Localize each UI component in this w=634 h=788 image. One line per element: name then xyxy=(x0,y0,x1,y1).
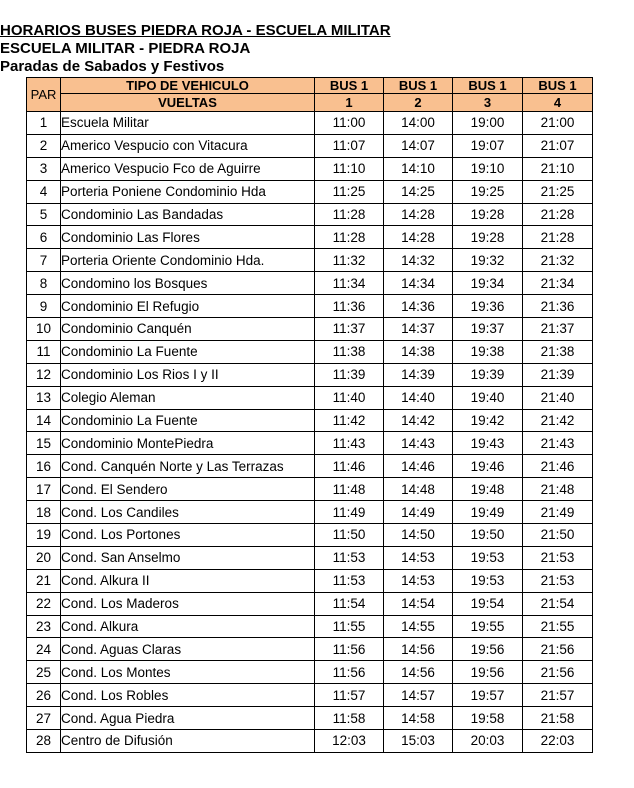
departure-time: 15:03 xyxy=(384,730,453,753)
departure-time: 19:32 xyxy=(453,249,523,272)
stop-name: Condominio La Fuente xyxy=(61,409,315,432)
departure-time: 19:42 xyxy=(453,409,523,432)
table-row xyxy=(27,524,593,547)
bus-header-3: BUS 1 xyxy=(453,78,523,94)
departure-time: 11:54 xyxy=(315,592,384,615)
stop-number: 28 xyxy=(27,730,61,753)
departure-time: 14:57 xyxy=(384,684,453,707)
stop-number: 11 xyxy=(27,340,61,363)
stop-number: 26 xyxy=(27,684,61,707)
par-header: PAR xyxy=(27,78,61,112)
departure-time: 21:28 xyxy=(523,226,593,249)
departure-time: 14:38 xyxy=(384,340,453,363)
departure-time: 14:50 xyxy=(384,524,453,547)
departure-time: 11:46 xyxy=(315,455,384,478)
departure-time: 14:53 xyxy=(384,546,453,569)
departure-time: 21:53 xyxy=(523,546,593,569)
departure-time: 11:38 xyxy=(315,340,384,363)
departure-time: 21:40 xyxy=(523,386,593,409)
bus-header-1: BUS 1 xyxy=(315,78,384,94)
departure-time: 19:56 xyxy=(453,638,523,661)
stop-number: 24 xyxy=(27,638,61,661)
table-row xyxy=(27,363,593,386)
table-row xyxy=(27,455,593,478)
departure-time: 19:57 xyxy=(453,684,523,707)
departure-time: 11:57 xyxy=(315,684,384,707)
stop-name: Condominio MontePiedra xyxy=(61,432,315,455)
page-title: HORARIOS BUSES PIEDRA ROJA - ESCUELA MILITAR xyxy=(0,22,391,39)
departure-time: 11:42 xyxy=(315,409,384,432)
stop-number: 8 xyxy=(27,272,61,295)
departure-time: 21:56 xyxy=(523,638,593,661)
stop-number: 13 xyxy=(27,386,61,409)
table-row xyxy=(27,203,593,226)
departure-time: 14:10 xyxy=(384,157,453,180)
departure-time: 19:34 xyxy=(453,272,523,295)
departure-time: 19:49 xyxy=(453,501,523,524)
departure-time: 14:56 xyxy=(384,661,453,684)
departure-time: 21:28 xyxy=(523,203,593,226)
stop-name: Cond. Alkura II xyxy=(61,569,315,592)
departure-time: 14:46 xyxy=(384,455,453,478)
departure-time: 21:58 xyxy=(523,707,593,730)
stop-name: Cond. Los Montes xyxy=(61,661,315,684)
table-row xyxy=(27,707,593,730)
stop-number: 27 xyxy=(27,707,61,730)
departure-time: 19:36 xyxy=(453,295,523,318)
departure-time: 21:32 xyxy=(523,249,593,272)
departure-time: 12:03 xyxy=(315,730,384,753)
stop-name: Escuela Militar xyxy=(61,112,315,135)
departure-time: 21:56 xyxy=(523,661,593,684)
departure-time: 19:10 xyxy=(453,157,523,180)
departure-time: 11:28 xyxy=(315,203,384,226)
departure-time: 21:39 xyxy=(523,363,593,386)
departure-time: 11:43 xyxy=(315,432,384,455)
stop-number: 20 xyxy=(27,546,61,569)
departure-time: 11:49 xyxy=(315,501,384,524)
stop-number: 19 xyxy=(27,524,61,547)
stop-name: Cond. Canquén Norte y Las Terrazas xyxy=(61,455,315,478)
stop-number: 9 xyxy=(27,295,61,318)
departure-time: 14:07 xyxy=(384,134,453,157)
departure-time: 11:36 xyxy=(315,295,384,318)
departure-time: 19:48 xyxy=(453,478,523,501)
stop-name: Condominio La Fuente xyxy=(61,340,315,363)
departure-time: 14:43 xyxy=(384,432,453,455)
table-row xyxy=(27,112,593,135)
departure-time: 21:57 xyxy=(523,684,593,707)
departure-time: 14:37 xyxy=(384,318,453,341)
stop-name: Condominio Las Flores xyxy=(61,226,315,249)
header-row-2 xyxy=(27,94,593,112)
stop-name: Condominio Las Bandadas xyxy=(61,203,315,226)
departure-time: 11:58 xyxy=(315,707,384,730)
departure-time: 21:36 xyxy=(523,295,593,318)
table-row xyxy=(27,592,593,615)
stop-number: 7 xyxy=(27,249,61,272)
turn-header-4: 4 xyxy=(523,94,593,112)
departure-time: 11:53 xyxy=(315,569,384,592)
departure-time: 11:28 xyxy=(315,226,384,249)
table-row xyxy=(27,249,593,272)
stop-name: Cond. El Sendero xyxy=(61,478,315,501)
departure-time: 11:37 xyxy=(315,318,384,341)
table-row xyxy=(27,157,593,180)
departure-time: 14:34 xyxy=(384,272,453,295)
departure-time: 11:00 xyxy=(315,112,384,135)
departure-time: 21:10 xyxy=(523,157,593,180)
stop-name: Cond. Los Candiles xyxy=(61,501,315,524)
stop-number: 1 xyxy=(27,112,61,135)
departure-time: 22:03 xyxy=(523,730,593,753)
departure-time: 21:37 xyxy=(523,318,593,341)
departure-time: 19:53 xyxy=(453,546,523,569)
departure-time: 19:46 xyxy=(453,455,523,478)
departure-time: 21:00 xyxy=(523,112,593,135)
route-subtitle: ESCUELA MILITAR - PIEDRA ROJA xyxy=(0,40,251,57)
departure-time: 19:58 xyxy=(453,707,523,730)
departure-time: 21:48 xyxy=(523,478,593,501)
departure-time: 14:28 xyxy=(384,203,453,226)
table-row xyxy=(27,661,593,684)
table-row xyxy=(27,386,593,409)
stop-number: 3 xyxy=(27,157,61,180)
turn-header-1: 1 xyxy=(315,94,384,112)
departure-time: 14:28 xyxy=(384,226,453,249)
departure-time: 11:39 xyxy=(315,363,384,386)
departure-time: 19:00 xyxy=(453,112,523,135)
departure-time: 21:46 xyxy=(523,455,593,478)
departure-time: 11:25 xyxy=(315,180,384,203)
bus-header-4: BUS 1 xyxy=(523,78,593,94)
stop-name: Cond. Los Maderos xyxy=(61,592,315,615)
departure-time: 19:50 xyxy=(453,524,523,547)
stop-name: Porteria Oriente Condominio Hda. xyxy=(61,249,315,272)
departure-time: 19:25 xyxy=(453,180,523,203)
table-row xyxy=(27,180,593,203)
departure-time: 11:40 xyxy=(315,386,384,409)
departure-time: 11:32 xyxy=(315,249,384,272)
schedule-type-subtitle: Paradas de Sabados y Festivos xyxy=(0,58,225,75)
table-row xyxy=(27,501,593,524)
stop-number: 5 xyxy=(27,203,61,226)
departure-time: 21:38 xyxy=(523,340,593,363)
departure-time: 21:25 xyxy=(523,180,593,203)
stop-name: Condominio El Refugio xyxy=(61,295,315,318)
stop-number: 2 xyxy=(27,134,61,157)
departure-time: 11:55 xyxy=(315,615,384,638)
stop-name: Cond. Los Portones xyxy=(61,524,315,547)
departure-time: 11:50 xyxy=(315,524,384,547)
schedule-body xyxy=(27,112,593,753)
departure-time: 19:55 xyxy=(453,615,523,638)
departure-time: 21:43 xyxy=(523,432,593,455)
departure-time: 14:36 xyxy=(384,295,453,318)
stop-name: Cond. Aguas Claras xyxy=(61,638,315,661)
departure-time: 14:42 xyxy=(384,409,453,432)
stop-name: Cond. Alkura xyxy=(61,615,315,638)
table-row xyxy=(27,684,593,707)
departure-time: 14:56 xyxy=(384,638,453,661)
departure-time: 19:28 xyxy=(453,203,523,226)
departure-time: 19:43 xyxy=(453,432,523,455)
stop-name: Cond. Agua Piedra xyxy=(61,707,315,730)
turn-header-3: 3 xyxy=(453,94,523,112)
table-row xyxy=(27,318,593,341)
table-row xyxy=(27,409,593,432)
stop-number: 22 xyxy=(27,592,61,615)
departure-time: 14:32 xyxy=(384,249,453,272)
departure-time: 21:55 xyxy=(523,615,593,638)
departure-time: 19:37 xyxy=(453,318,523,341)
table-row xyxy=(27,478,593,501)
table-row xyxy=(27,295,593,318)
departure-time: 14:54 xyxy=(384,592,453,615)
stop-name: Cond. Los Robles xyxy=(61,684,315,707)
departure-time: 21:54 xyxy=(523,592,593,615)
stop-name: Americo Vespucio Fco de Aguirre xyxy=(61,157,315,180)
stop-number: 6 xyxy=(27,226,61,249)
departure-time: 14:25 xyxy=(384,180,453,203)
stop-name: Americo Vespucio con Vitacura xyxy=(61,134,315,157)
departure-time: 14:58 xyxy=(384,707,453,730)
stop-number: 14 xyxy=(27,409,61,432)
departure-time: 19:07 xyxy=(453,134,523,157)
departure-time: 21:42 xyxy=(523,409,593,432)
departure-time: 14:49 xyxy=(384,501,453,524)
table-row xyxy=(27,615,593,638)
stop-number: 16 xyxy=(27,455,61,478)
departure-time: 21:07 xyxy=(523,134,593,157)
stop-number: 21 xyxy=(27,569,61,592)
departure-time: 14:00 xyxy=(384,112,453,135)
departure-time: 14:53 xyxy=(384,569,453,592)
departure-time: 11:53 xyxy=(315,546,384,569)
departure-time: 19:39 xyxy=(453,363,523,386)
stop-number: 4 xyxy=(27,180,61,203)
departure-time: 14:55 xyxy=(384,615,453,638)
table-row xyxy=(27,432,593,455)
departure-time: 20:03 xyxy=(453,730,523,753)
turns-header: VUELTAS xyxy=(61,94,315,112)
departure-time: 19:54 xyxy=(453,592,523,615)
vehicle-type-header: TIPO DE VEHICULO xyxy=(61,78,315,94)
departure-time: 11:10 xyxy=(315,157,384,180)
table-row xyxy=(27,134,593,157)
turn-header-2: 2 xyxy=(384,94,453,112)
schedule-table xyxy=(26,77,593,753)
departure-time: 14:48 xyxy=(384,478,453,501)
table-row xyxy=(27,546,593,569)
stop-name: Condominio Los Rios I y II xyxy=(61,363,315,386)
table-row xyxy=(27,569,593,592)
departure-time: 19:38 xyxy=(453,340,523,363)
departure-time: 11:07 xyxy=(315,134,384,157)
departure-time: 19:53 xyxy=(453,569,523,592)
departure-time: 19:56 xyxy=(453,661,523,684)
stop-number: 17 xyxy=(27,478,61,501)
stop-name: Condomino los Bosques xyxy=(61,272,315,295)
stop-number: 10 xyxy=(27,318,61,341)
departure-time: 21:50 xyxy=(523,524,593,547)
table-row xyxy=(27,340,593,363)
stop-name: Condominio Canquén xyxy=(61,318,315,341)
table-row xyxy=(27,272,593,295)
departure-time: 21:53 xyxy=(523,569,593,592)
stop-name: Colegio Aleman xyxy=(61,386,315,409)
header-row-1 xyxy=(27,78,593,94)
departure-time: 19:40 xyxy=(453,386,523,409)
departure-time: 21:49 xyxy=(523,501,593,524)
departure-time: 11:56 xyxy=(315,638,384,661)
stop-name: Centro de Difusión xyxy=(61,730,315,753)
bus-header-2: BUS 1 xyxy=(384,78,453,94)
stop-number: 23 xyxy=(27,615,61,638)
departure-time: 21:34 xyxy=(523,272,593,295)
departure-time: 14:39 xyxy=(384,363,453,386)
stop-number: 18 xyxy=(27,501,61,524)
table-row xyxy=(27,730,593,753)
departure-time: 11:56 xyxy=(315,661,384,684)
stop-number: 12 xyxy=(27,363,61,386)
departure-time: 11:34 xyxy=(315,272,384,295)
departure-time: 14:40 xyxy=(384,386,453,409)
stop-name: Cond. San Anselmo xyxy=(61,546,315,569)
departure-time: 19:28 xyxy=(453,226,523,249)
table-row xyxy=(27,226,593,249)
departure-time: 11:48 xyxy=(315,478,384,501)
stop-name: Porteria Poniene Condominio Hda xyxy=(61,180,315,203)
stop-number: 25 xyxy=(27,661,61,684)
stop-number: 15 xyxy=(27,432,61,455)
table-row xyxy=(27,638,593,661)
